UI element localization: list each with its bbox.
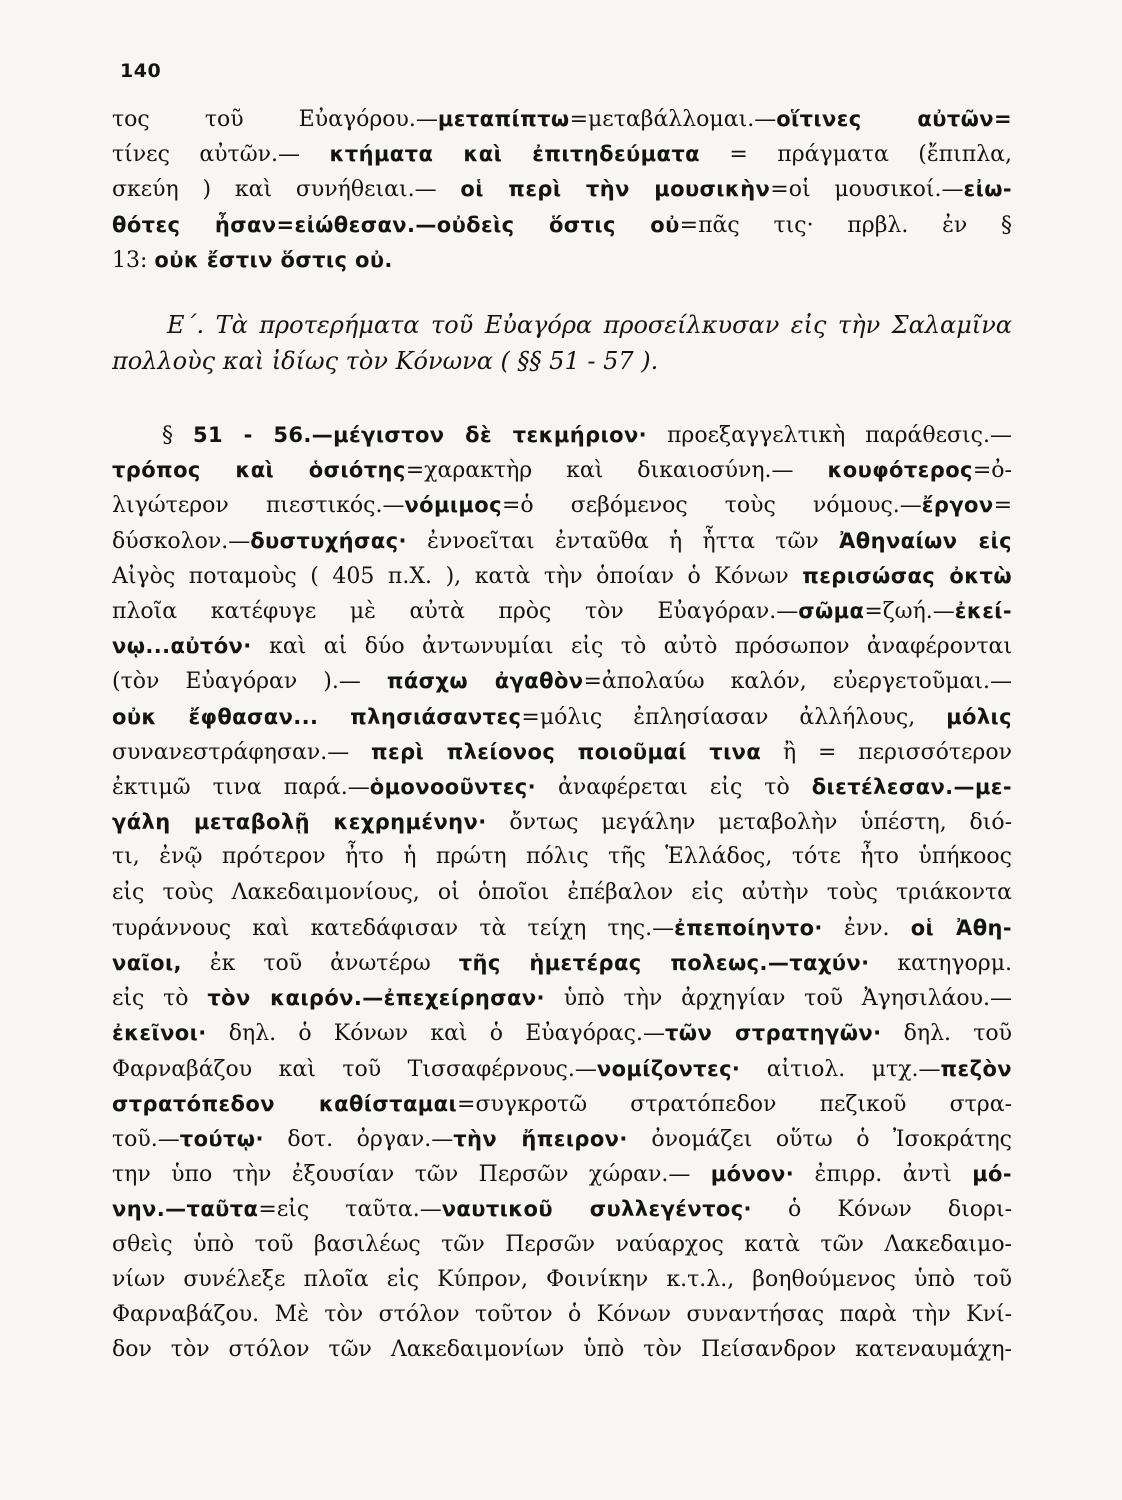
bold-term: οὐκ ἔστιν ὅστις οὐ. [154,247,393,272]
bold-term: οὐκ ἔφθασαν... πλησιάσαντες [112,704,522,729]
bold-term: μό- [972,1162,1012,1187]
bold-term: μόλις [946,704,1012,729]
text-run: =συγκροτῶ στρατόπεδον πεζικοῦ στρα- [457,1091,1012,1117]
bold-term: περὶ πλείονος ποιοῦμαί τινα [370,739,762,764]
bold-term: Ἀθηναίων εἰς [839,528,1012,553]
bold-term: οἱ Ἀθη- [910,915,1012,940]
text-line [112,1228,1012,1262]
bold-term: ναῖοι, [112,951,182,975]
text-run: =μεταβάλλομαι.— [569,107,777,132]
text-run: λιγώτερον πιεστικός.— [112,493,405,519]
text-run: =ὁ σεβόμενος τοὺς νόμους.— [501,493,922,519]
text-line [112,911,1012,945]
text-line [112,102,1012,136]
text-line [112,629,1012,663]
text-run: Φαρναβάζου. Μὲ τὸν στόλον τοῦτον ὁ Κόνων συναντήσας παρὰ τὴν Κνί- [112,1302,1012,1327]
text-run: πλοῖα κατέφυγε μὲ αὐτὰ πρὸς τὸν Εὐαγόραν.— [112,599,799,624]
text-run: δύσκολον.— [112,528,251,554]
text-line [112,243,1012,277]
text-line [112,1157,1012,1191]
bold-term: νην.—ταῦτα [112,1197,259,1222]
text-run: =ἀπολαύω καλόν, εὐεργετοῦμαι.— [583,669,1012,695]
text-run: αἰτιολ. μτχ.— [740,1056,941,1082]
text-line [112,594,1012,628]
text-run: ὀνομάζει οὕτω ὁ Ἰσοκράτης [627,1127,1012,1152]
bold-term: τὸν καιρόν.—ἐπεχείρησαν· [207,986,545,1011]
bold-term: ὁμονοοῦντες· [369,775,537,799]
bold-term: νομίζοντες· [596,1056,741,1081]
text-run: =μόλις ἐπλησίασαν ἀλλήλους, [521,704,947,730]
text-line [112,840,1012,874]
page-number: 140 [120,60,162,82]
bold-term: οἵτινες αὐτῶν= [776,107,1012,131]
text-run: =οἱ μουσικοί.— [770,177,964,203]
text-run: καὶ αἱ δύο ἀντωνυμίαι εἰς τὸ αὐτὸ πρόσωπον ἀναφέρονται [251,634,1012,660]
bold-term: δυστυχήσας· [250,528,407,553]
bold-term: μόνον· [710,1162,795,1187]
text-line [112,805,1012,839]
text-run: ὄντως μεγάλην μεταβολὴν ὑπέστη, διό- [486,810,1012,836]
text-run: νίων συνέλεξε πλοῖα εἰς Κύπρον, Φοινίκην κ.τ.λ., βοηθούμενος ὑπὸ τοῦ [112,1266,1012,1292]
text-run: εἰς τὸ [112,986,208,1012]
text-line [112,1298,1012,1332]
text-run: τοῦ.— [112,1127,180,1152]
text-line [112,1087,1012,1121]
text-run: συνανεστράφησαν.— [112,739,371,765]
bold-term: οἱ περὶ τὴν μουσικὴν [460,177,771,202]
text-line [112,488,1012,522]
text-run: =ζωή.— [864,599,955,624]
text-line [112,664,1012,698]
text-run: σθεὶς ὑπὸ τοῦ βασιλέως τῶν Περσῶν ναύαρχος κατὰ τῶν Λακεδαιμο- [112,1231,1012,1257]
text-run: =ὀ- [972,458,1012,484]
bold-term: γάλη μεταβολῇ κεχρημένην· [112,810,487,835]
text-line [112,1122,1012,1156]
text-line [112,981,1012,1015]
text-run: =πᾶς τις· πρβλ. ἐν § [679,212,1012,238]
text-run: ὁ Κόνων διορι- [751,1197,1012,1223]
text-run: =χαρακτὴρ καὶ δικαιοσύνη.— [405,458,828,484]
bold-term: ἐκεῖνοι· [112,1021,207,1046]
text-run: δηλ. ὁ Κόνων καὶ ὁ Εὐαγόρας.— [206,1021,665,1047]
bold-term: διετέλεσαν.—με- [811,775,1012,799]
bold-term: νῳ...αὐτόν· [112,634,252,659]
text-line [112,876,1012,910]
text-run: τυράννους καὶ κατεδάφισαν τὰ τείχη της.— [112,915,675,941]
bold-term: ἔργον [921,493,994,518]
bold-term: ναυτικοῦ συλλεγέντος· [441,1197,752,1222]
text-line [112,1192,1012,1226]
bold-term: ἐκεί- [954,599,1012,623]
text-run: προεξαγγελτικὴ παράθεσις.— [647,423,1012,448]
text-run: τίνες αὐτῶν.— [112,142,330,168]
text-run: ἐκτιμῶ τινα παρά.— [112,775,370,800]
bold-term: στρατόπεδον καθίσταμαι [112,1091,458,1116]
text-line [112,208,1012,242]
text-line [112,946,1012,980]
bold-term: τὴν ἤπειρον· [453,1127,628,1151]
text-run: Αἰγὸς ποταμοὺς ( 405 π.Χ. ), κατὰ τὴν ὁποίαν ὁ Κόνων [112,563,803,589]
bold-term: θότες ἦσαν=εἰώθεσαν.—οὐδεὶς ὅστις οὐ [112,212,680,237]
bold-term: τούτῳ· [179,1127,264,1151]
bold-term: μεταπίπτω [437,107,570,131]
text-run: 13: [112,247,155,273]
text-run: ἐκ τοῦ ἀνωτέρω [181,951,459,976]
text-run: ἐπιρρ. ἀντὶ [794,1162,973,1188]
text-run: ἐννοεῖται ἐνταῦθα ἡ ἧττα τῶν [406,528,840,554]
bold-term: πεζὸν [940,1056,1012,1081]
bold-term: τῶν στρατηγῶν· [664,1021,882,1046]
text-line [112,559,1012,593]
bold-term: εἰω- [963,177,1012,202]
text-run: ἢ = περισσότερον [761,739,1012,765]
text-line [112,1263,1012,1297]
bold-term: 51 - 56.—μέγιστον δὲ τεκμήριον· [192,423,648,447]
text-line [112,1016,1012,1050]
text-run: § [162,423,193,448]
text-line [112,453,1012,487]
bold-term: νόμιμος [404,493,502,518]
bold-term: ἐπεποίηντο· [674,915,823,940]
bold-term: σῶμα [798,599,865,623]
text-line [112,700,1012,734]
text-run: ἐνν. [822,915,911,941]
text-run: Φαρναβάζου καὶ τοῦ Τισσαφέρνους.— [112,1056,597,1082]
text-run: = πράγματα (ἔπιπλα, [699,142,1012,168]
bold-term: κουφότερος [827,458,973,483]
text-run: = [993,493,1012,519]
text-line [112,524,1012,558]
text-run: σκεύη ) καὶ συνήθειαι.— [112,177,461,203]
text-run: τι, ἐνῷ πρότερον ἦτο ἡ πρώτη πόλις τῆς Ἑλλάδος, τότε ἦτο ὑπήκοος [112,844,1012,870]
heading-line: Ε΄. Τὰ προτερήματα τοῦ Εὐαγόρα προσείλκυσαν εἰς τὴν Σαλαμῖνα [167,311,1012,339]
text-line [112,418,1012,452]
heading-line: πολλοὺς καὶ ἰδίως τὸν Κόνωνα ( §§ 51 - 57 ). [112,347,659,375]
bold-term: πάσχω ἀγαθὸν [386,669,584,694]
text-run: (τὸν Εὐαγόραν ).— [112,669,387,695]
text-line [112,770,1012,804]
text-line [112,1333,1012,1367]
bold-term: τῆς ἡμετέρας πολεως.—ταχύν· [458,951,870,975]
text-run: δοτ. ὀργαν.— [263,1127,454,1152]
text-run: ὑπὸ τὴν ἀρχηγίαν τοῦ Ἀγησιλάου.— [544,986,1012,1012]
text-line [112,735,1012,769]
text-line [112,137,1012,171]
text-line [112,172,1012,206]
bold-term: κτήματα καὶ ἐπιτηδεύματα [329,142,700,167]
bold-term: περισώσας ὀκτὼ [802,563,1012,588]
text-run: =εἰς ταῦτα.— [258,1197,442,1223]
text-run: τος τοῦ Εὐαγόρου.— [112,107,438,132]
text-run: κατηγορμ. [869,951,1012,976]
text-run: δον τὸν στόλον τῶν Λακεδαιμονίων ὑπὸ τὸν Πείσανδρον κατεναυμάχη- [112,1337,1012,1363]
text-line [112,1052,1012,1086]
text-run: την ὑπο τὴν ἐξουσίαν τῶν Περσῶν χώραν.— [112,1162,711,1188]
bold-term: τρόπος καὶ ὁσιότης [112,458,406,483]
text-run: εἰς τοὺς Λακεδαιμονίους, οἱ ὁποῖοι ἐπέβαλον εἰς αὐτὴν τοὺς τριάκοντα [112,879,1012,905]
text-run: ἀναφέρεται εἰς τὸ [536,775,812,800]
text-run: δηλ. τοῦ [881,1021,1012,1047]
